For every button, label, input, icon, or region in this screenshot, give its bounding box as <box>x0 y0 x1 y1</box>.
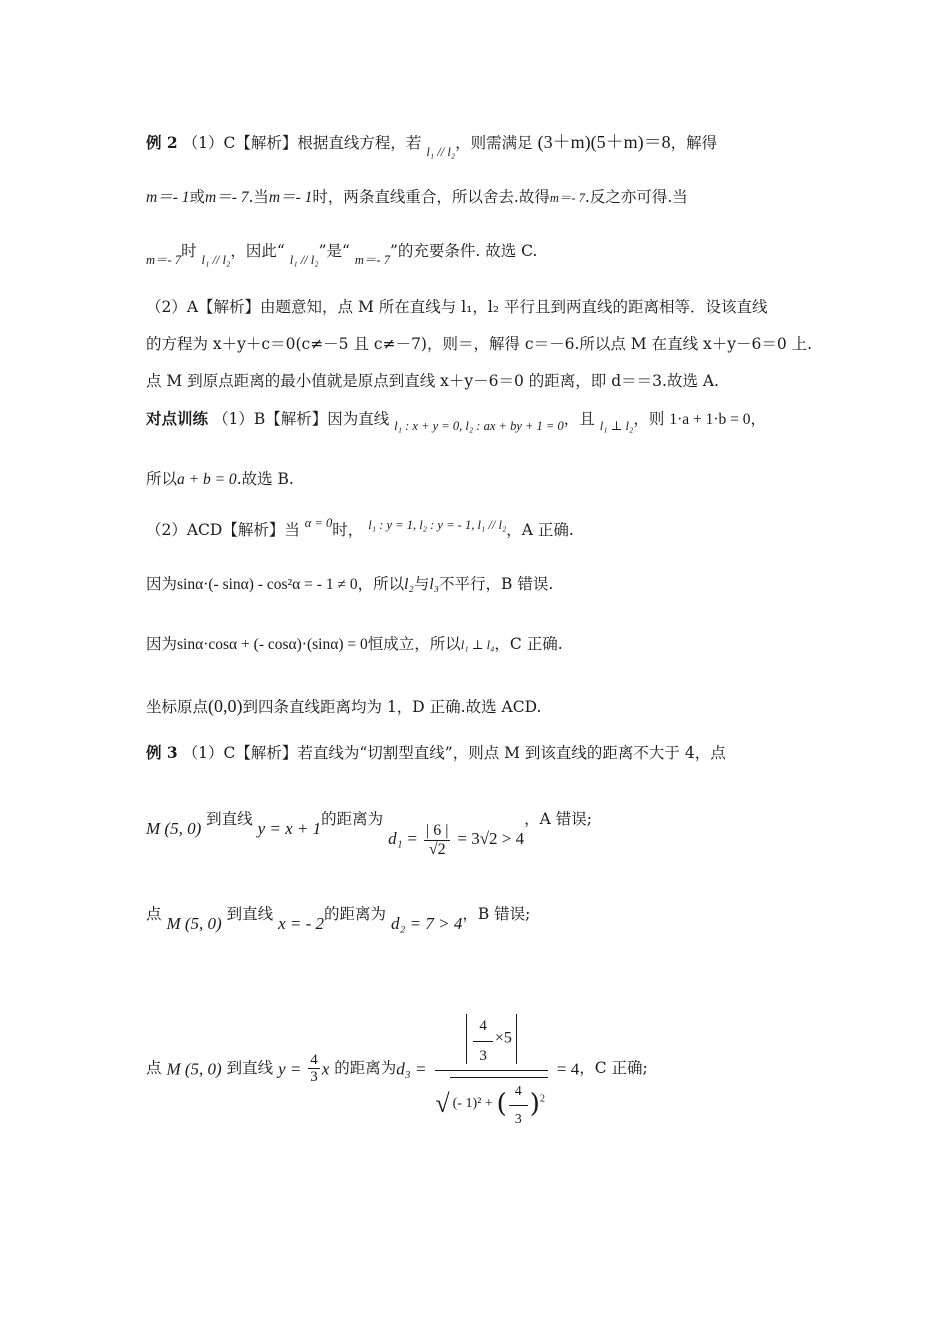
text: 根据直线方程，若 <box>297 134 422 152</box>
math-lines-2: l₁ : y = 1, l₂ : y = - 1, l₁ // l₂ <box>368 518 507 532</box>
ex2-p2-line-2: 的方程为 x＋y＋c＝0(c≠－5 且 c≠－7)，则＝，解得 c＝－6.所以点 M 在直线 x＋y－6＝0 上. <box>146 335 813 353</box>
text: ，解得 <box>670 134 718 152</box>
ex2-line-2 <box>146 190 688 206</box>
text: ，则需满足 <box>455 134 533 152</box>
text: ，且 <box>563 410 595 428</box>
math-l3: l₃ <box>429 576 440 593</box>
math-dist-a <box>388 822 524 858</box>
math-inner-frac-num: 4 <box>473 1014 493 1042</box>
text: 点 <box>146 1059 162 1078</box>
math-d3: d₃ = <box>396 1059 427 1079</box>
text: 到直线 <box>226 905 274 923</box>
text: ，C 正确. <box>494 635 563 653</box>
math-m1: m＝- 1 <box>146 189 190 206</box>
math-res-a: = 3√2 > 4 <box>457 829 525 848</box>
math-parallel: l₁ // l₂ <box>426 145 456 159</box>
math-den-frac-den: 3 <box>514 1112 522 1128</box>
text: 坐标原点 <box>146 698 209 716</box>
math-frac-c-den <box>435 1071 548 1128</box>
text: 恒成立，所以 <box>367 635 461 653</box>
math-parallel-2: l₁ // l₂ <box>201 253 231 267</box>
text: ，A 正确. <box>506 521 574 539</box>
radical-icon: √ <box>435 1088 450 1118</box>
text: 所以 <box>146 470 178 488</box>
text: 因为 <box>146 635 178 653</box>
math-line-c-b: x <box>321 1059 330 1079</box>
math-point-b: M (5, 0) <box>166 914 222 933</box>
training-title: 对点训练 <box>146 409 209 428</box>
ex3-title: 例 3 <box>146 743 178 762</box>
ex2-p1-label: （1）C【解析】 <box>182 134 298 152</box>
math-alpha: α = 0 <box>304 516 333 530</box>
math-l2: l₂ <box>404 576 414 593</box>
training-line-5 <box>146 637 563 653</box>
math-point-a: M (5, 0) <box>146 819 202 838</box>
ex2-line-1 <box>146 133 717 159</box>
training-line-4 <box>146 577 553 593</box>
math-line-b: x = - 2 <box>278 914 325 933</box>
paren-open-icon: ( <box>496 1088 507 1119</box>
text: ，所以 <box>357 575 405 593</box>
math-times-five: ×5 <box>494 1029 512 1047</box>
training-line-1 <box>146 411 766 433</box>
training-p1-label: （1）B【解析】因为直线 <box>212 410 390 428</box>
text: ”是“ <box>318 242 350 260</box>
math-perp-2: l₁ ⊥ l₄ <box>460 638 495 652</box>
math-frac-a-den: √2 <box>428 840 446 858</box>
text: .当 <box>248 188 269 206</box>
text: 或 <box>189 188 205 206</box>
math-frac-c-num <box>435 1010 548 1071</box>
ex3-p1-label: （1）C【解析】若直线为“切割型直线”，则点 M 到该直线的距离不大于 4，点 <box>182 744 726 762</box>
text: 点 <box>146 905 162 923</box>
text: 到四条直线距离均为 1，D 正确.故选 ACD. <box>242 698 542 716</box>
text: 的距离为 <box>321 810 384 828</box>
math-frac-a <box>424 822 450 858</box>
math-eq: 1·a + 1·b = 0 <box>669 411 751 428</box>
text: ”的充要条件. 故选 C. <box>389 242 538 260</box>
text: .反之亦可得.当 <box>584 188 688 206</box>
text: ， <box>750 410 767 428</box>
math-inner-frac <box>473 1014 493 1064</box>
math-square: 2 <box>539 1093 545 1105</box>
math-m4: m＝- 7 <box>549 191 585 205</box>
text: 的距离为 <box>334 1059 397 1078</box>
ex2-title: 例 2 <box>146 133 178 152</box>
math-line-c-frac-den: 3 <box>310 1069 318 1086</box>
math-inner-frac-den: 3 <box>479 1047 487 1064</box>
text: 与 <box>413 575 430 593</box>
math-abs <box>466 1014 517 1064</box>
text: 时 <box>181 242 197 260</box>
math-line-a: y = x + 1 <box>257 819 322 838</box>
math-den-frac-num: 4 <box>509 1080 528 1106</box>
math-frac-a-num: | 6 | <box>426 821 449 839</box>
text: ，B 错误; <box>462 905 531 923</box>
math-line-c-frac-num: 4 <box>310 1051 318 1068</box>
text: 因为 <box>146 575 178 593</box>
text: ，因此“ <box>230 242 285 260</box>
ex2-line-3 <box>146 244 537 267</box>
ex3-line-c <box>146 1010 648 1128</box>
math-equation: (3＋m)(5＋m)＝8 <box>537 132 671 152</box>
math-eq-sign: = <box>407 829 418 848</box>
math-lines: l₁ : x + y = 0, l₂ : ax + by + 1 = 0 <box>394 419 564 433</box>
math-origin: (0,0) <box>208 696 243 716</box>
math-line-c-frac <box>308 1052 320 1086</box>
paren-close-icon: ) <box>529 1088 540 1119</box>
text: ，A 错误; <box>524 810 592 828</box>
math-m2: m＝- 7 <box>205 189 249 206</box>
math-perp: l₁ ⊥ l₂ <box>599 419 634 433</box>
text: .故选 B. <box>236 470 294 488</box>
math-d1: d₁ <box>388 829 403 848</box>
text: 时，两条直线重合，所以舍去.故得 <box>312 188 550 206</box>
math-m5: m＝- 7 <box>146 253 182 267</box>
math-den-a: (- 1)² + <box>452 1095 493 1111</box>
ex3-line-b <box>146 907 530 932</box>
math-trig-1: sinα·(- sinα) - cos²α = - 1 ≠ 0 <box>177 576 358 593</box>
training-line-6 <box>146 697 541 716</box>
math-line-c-a: y = <box>278 1059 302 1079</box>
ex2-p2-line-1: （2）A【解析】由题意知，点 M 所在直线与 l₁，l₂ 平行且到两直线的距离相等．设该直线 <box>146 298 768 316</box>
math-sqrt-body <box>450 1077 548 1128</box>
math-m6: m＝- 7 <box>354 253 390 267</box>
math-parallel-3: l₁ // l₂ <box>289 253 319 267</box>
ex2-p2-line-3: 点 M 到原点距离的最小值就是原点到直线 x＋y－6＝0 的距离，即 d＝＝3.故选 A. <box>146 372 719 390</box>
training-p2-label: （2）ACD【解析】当 <box>146 521 300 539</box>
math-sum: a + b = 0 <box>177 471 237 488</box>
text: 到直线 <box>206 810 253 828</box>
training-line-3 <box>146 517 574 539</box>
math-res-c: = 4 <box>556 1059 580 1079</box>
text: 的距离为 <box>324 905 387 923</box>
math-point-c: M (5, 0) <box>166 1059 222 1079</box>
math-frac-c <box>435 1010 548 1128</box>
text: ，则 <box>633 410 665 428</box>
text: 时， <box>332 521 364 539</box>
math-d2: d₂ = 7 > 4 <box>390 914 463 933</box>
text: 到直线 <box>226 1059 274 1078</box>
training-line-2 <box>146 472 294 488</box>
text: ，C 正确; <box>579 1059 648 1078</box>
math-trig-2: sinα·cosα + (- cosα)·(sinα) = 0 <box>177 636 368 653</box>
ex3-line-1 <box>146 745 726 762</box>
math-m3: m＝- 1 <box>268 189 313 206</box>
text: 不平行，B 错误. <box>439 575 554 593</box>
ex3-line-a <box>146 812 592 858</box>
math-den-frac <box>509 1080 528 1128</box>
